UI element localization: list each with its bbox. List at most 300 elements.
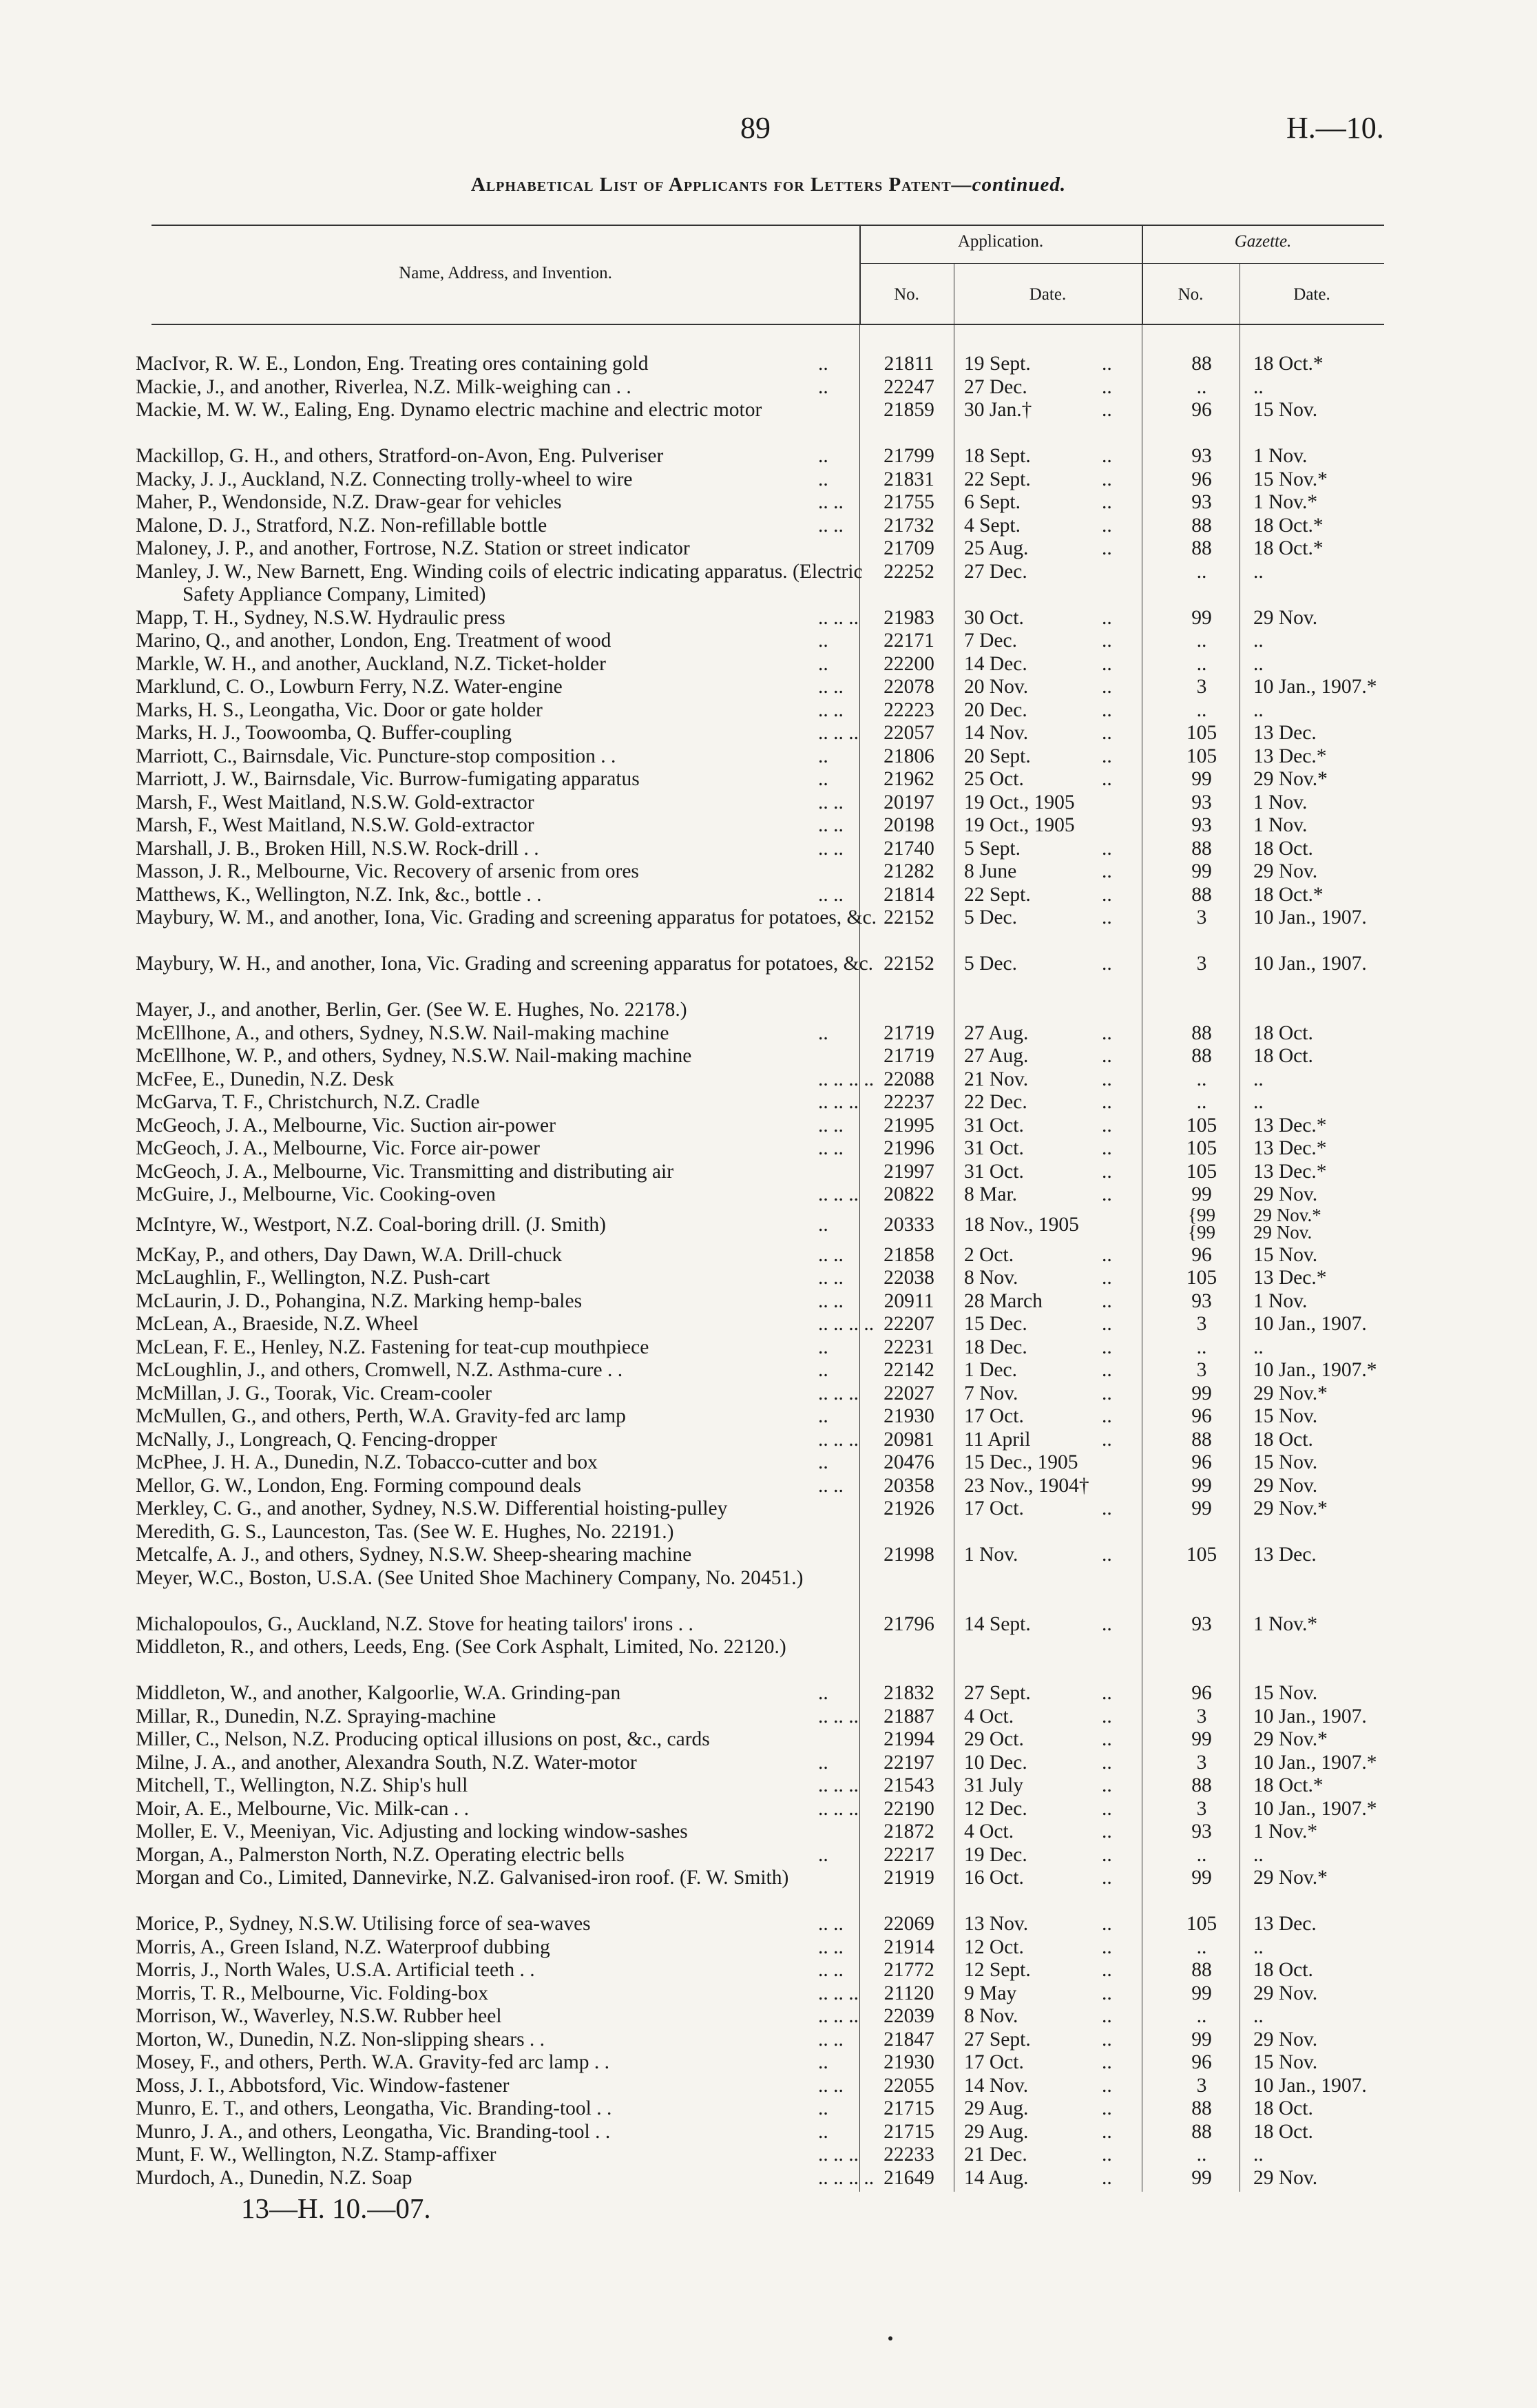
application-number: 21919 [883, 1867, 934, 1889]
gazette-number: 93 [1191, 1612, 1212, 1635]
gazette-number: 96 [1191, 468, 1212, 490]
table-row [0, 906, 1537, 953]
application-date: 8 Nov. [964, 2005, 1018, 2027]
gazette-date: 15 Nov. [1253, 2051, 1318, 2073]
leader-dots: .. [818, 353, 828, 375]
application-date: 31 Oct. [964, 1114, 1024, 1136]
leader-dots: .. .. .. [818, 1774, 859, 1796]
gazette-date: 18 Oct. [1253, 1428, 1313, 1451]
table-row [0, 768, 1537, 791]
applicant-name: McMillan, J. G., Toorak, Vic. Cream-cooler [136, 1382, 492, 1404]
gazette-date: 15 Nov. [1253, 399, 1318, 421]
application-number: 22055 [883, 2074, 934, 2097]
date-leader-dots: .. [1102, 1612, 1112, 1635]
application-date: 7 Nov. [964, 1382, 1018, 1404]
gazette-number: 88 [1191, 1428, 1212, 1451]
gazette-number: .. [1196, 2144, 1207, 2166]
table-row [0, 1204, 1537, 1244]
leader-dots: .. .. .. [818, 1705, 859, 1727]
applicant-name: Macky, J. J., Auckland, N.Z. Connecting trolly-wheel to wire [136, 468, 633, 490]
gazette-number: 105 [1186, 1114, 1217, 1136]
leader-dots: .. .. .. [818, 1382, 859, 1404]
gazette-number: .. [1196, 630, 1207, 652]
leader-dots: .. .. [818, 1935, 844, 1958]
gazette-number: 88 [1191, 2097, 1212, 2119]
applicant-name: McLoughlin, J., and others, Cromwell, N.Z. Asthma-cure . . [136, 1359, 623, 1381]
table-row [0, 745, 1537, 769]
gazette-number: 88 [1191, 883, 1212, 906]
table-row [0, 999, 1537, 1022]
applicant-name: Murdoch, A., Dunedin, N.Z. Soap [136, 2166, 412, 2189]
gazette-number: 96 [1191, 1243, 1212, 1266]
applicant-name: Malone, D. J., Stratford, N.Z. Non-refillable bottle [136, 514, 547, 537]
application-number: 21772 [883, 1959, 934, 1981]
application-date: 29 Aug. [964, 2120, 1029, 2143]
gazette-number: 88 [1191, 537, 1212, 559]
gazette-number: 96 [1191, 2051, 1212, 2073]
application-date: 22 Dec. [964, 1091, 1027, 1113]
date-leader-dots: .. [1102, 768, 1112, 790]
application-date: 8 Mar. [964, 1183, 1018, 1205]
leader-dots: .. .. [818, 676, 844, 698]
leader-dots: .. .. .. [818, 722, 859, 744]
date-leader-dots: .. [1102, 652, 1112, 675]
gazette-date: 10 Jan., 1907. [1253, 1313, 1367, 1335]
applicant-name: MacIvor, R. W. E., London, Eng. Treating ores containing gold [136, 353, 649, 375]
gazette-number: 105 [1186, 1137, 1217, 1159]
table-row [0, 1091, 1537, 1114]
gazette-number: 99 [1191, 1382, 1212, 1404]
table-row [0, 1022, 1537, 1046]
gazette-number: 88 [1191, 1774, 1212, 1796]
gazette-number: .. [1196, 2005, 1207, 2027]
table-row [0, 1497, 1537, 1521]
table-row [0, 1705, 1537, 1729]
application-date: 20 Nov. [964, 676, 1029, 698]
table-row [0, 607, 1537, 630]
gazette-number: 99 [1191, 1982, 1212, 2004]
gazette-date: 10 Jan., 1907.* [1253, 1359, 1377, 1381]
leader-dots: .. .. .. .. [818, 1313, 875, 1335]
gazette-date: .. [1253, 698, 1264, 721]
gazette-date: 10 Jan., 1907.* [1253, 1797, 1377, 1820]
application-number: 21983 [883, 606, 934, 629]
application-number: 21831 [883, 468, 934, 490]
gazette-date: 29 Nov. [1253, 1982, 1318, 2004]
applicant-name: Maybury, W. M., and another, Iona, Vic. Grading and screening apparatus for potatoes, &c. [136, 906, 877, 928]
application-date: 12 Sept. [964, 1959, 1031, 1981]
gazette-number: .. [1196, 1843, 1207, 1866]
gazette-date: .. [1253, 1935, 1264, 1958]
page-number: 89 [740, 111, 771, 145]
application-number: 22207 [883, 1313, 934, 1335]
application-date: 13 Nov. [964, 1913, 1029, 1935]
applicant-name: McGuire, J., Melbourne, Vic. Cooking-oven [136, 1183, 496, 1205]
header-gaz-date: Date. [1293, 285, 1330, 304]
application-number: 22171 [883, 630, 934, 652]
header-app-no: No. [894, 285, 919, 304]
table-row [0, 630, 1537, 653]
leader-dots: .. .. [818, 2028, 844, 2051]
leader-dots: .. .. [818, 791, 844, 813]
date-leader-dots: .. [1102, 1913, 1112, 1935]
table-row [0, 2167, 1537, 2190]
gazette-date: 29 Nov.* [1253, 1728, 1328, 1750]
gazette-date: .. [1253, 560, 1264, 583]
date-leader-dots: .. [1102, 1091, 1112, 1113]
table-row [0, 722, 1537, 745]
application-date: 17 Oct. [964, 2051, 1024, 2073]
applicant-name: Morice, P., Sydney, N.S.W. Utilising force of sea-waves [136, 1913, 591, 1935]
date-leader-dots: .. [1102, 722, 1112, 744]
table-row [0, 2051, 1537, 2075]
gazette-date: 10 Jan., 1907. [1253, 953, 1367, 975]
leader-dots: .. [818, 445, 828, 467]
applicant-name: Munt, F. W., Wellington, N.Z. Stamp-affixer [136, 2144, 496, 2166]
gazette-date: 15 Nov. [1253, 1451, 1318, 1473]
applicant-name: Miller, C., Nelson, N.Z. Producing optical illusions on post, &c., cards [136, 1728, 710, 1750]
application-date: 14 Dec. [964, 652, 1027, 675]
table-row [0, 2028, 1537, 2052]
application-date: 18 Sept. [964, 445, 1031, 467]
leader-dots: .. [818, 745, 828, 767]
date-leader-dots: .. [1102, 2166, 1112, 2189]
leader-dots: .. .. [818, 698, 844, 721]
gazette-date: .. [1253, 630, 1264, 652]
application-number: 22069 [883, 1913, 934, 1935]
header-bottom-rule [151, 324, 1384, 325]
application-number: 22190 [883, 1797, 934, 1820]
date-leader-dots: .. [1102, 1137, 1112, 1159]
gazette-date: 1 Nov. [1253, 791, 1308, 813]
application-date: 30 Jan.† [964, 399, 1032, 421]
leader-dots: .. .. .. [818, 1183, 859, 1205]
date-leader-dots: .. [1102, 883, 1112, 906]
date-leader-dots: .. [1102, 375, 1112, 398]
application-number: 21926 [883, 1497, 934, 1519]
header-name: Name, Address, and Invention. [399, 264, 612, 282]
table-row [0, 1267, 1537, 1290]
applicant-name: Maher, P., Wendonside, N.Z. Draw-gear for vehicles [136, 491, 562, 513]
applicant-name: Morgan, A., Palmerston North, N.Z. Operating electric bells [136, 1843, 625, 1866]
application-date: 22 Sept. [964, 883, 1031, 906]
gazette-date: .. [1253, 375, 1264, 398]
title-main: Alphabetical List of Applicants for Letters Patent [470, 174, 952, 196]
application-date: 10 Dec. [964, 1751, 1027, 1774]
gazette-number: 96 [1191, 1451, 1212, 1473]
gazette-number: 99 [1191, 2028, 1212, 2051]
applicant-name: Mapp, T. H., Sydney, N.S.W. Hydraulic press [136, 606, 505, 629]
application-date: 14 Sept. [964, 1612, 1031, 1635]
date-leader-dots: .. [1102, 1797, 1112, 1820]
leader-dots: .. .. .. [818, 606, 859, 629]
gazette-number: 3 [1196, 953, 1207, 975]
gazette-date: 13 Dec.* [1253, 1267, 1327, 1289]
application-number: 22038 [883, 1267, 934, 1289]
applicant-name: McPhee, J. H. A., Dunedin, N.Z. Tobacco-cutter and box [136, 1451, 598, 1473]
table-row [0, 791, 1537, 815]
application-date: 19 Dec. [964, 1843, 1027, 1866]
table-row [0, 1161, 1537, 1184]
gazette-number: .. [1196, 375, 1207, 398]
table-row [0, 884, 1537, 907]
table-row [0, 1475, 1537, 1498]
application-number: 22088 [883, 1068, 934, 1090]
leader-dots: .. .. .. [818, 1428, 859, 1451]
application-date: 11 April [964, 1428, 1031, 1451]
application-number: 21715 [883, 2097, 934, 2119]
table-row [0, 491, 1537, 515]
gazette-date: 29 Nov. [1253, 606, 1318, 629]
date-leader-dots: .. [1102, 1382, 1112, 1404]
table-row [0, 468, 1537, 492]
date-leader-dots: .. [1102, 860, 1112, 882]
applicant-name: Mackillop, G. H., and others, Stratford-on-Avon, Eng. Pulveriser [136, 445, 664, 467]
application-date: 18 Nov., 1905 [964, 1213, 1079, 1236]
application-date: 4 Sept. [964, 514, 1021, 537]
application-number: 21930 [883, 2051, 934, 2073]
leader-dots: .. [818, 1751, 828, 1774]
gazette-date: 13 Dec.* [1253, 745, 1327, 767]
applicants-table [0, 353, 1537, 2190]
application-number: 22197 [883, 1751, 934, 1774]
leader-dots: .. .. [818, 2074, 844, 2097]
date-leader-dots: .. [1102, 1428, 1112, 1451]
applicant-name: McGeoch, J. A., Melbourne, Vic. Transmitting and distributing air [136, 1160, 674, 1183]
applicant-name: McEllhone, A., and others, Sydney, N.S.W. Nail-making machine [136, 1021, 669, 1044]
application-number: 21996 [883, 1137, 934, 1159]
table-row [0, 2097, 1537, 2121]
leader-dots: .. .. .. [818, 1091, 859, 1113]
date-leader-dots: .. [1102, 1183, 1112, 1205]
table-row [0, 1867, 1537, 1913]
gazette-date: 13 Dec.* [1253, 1160, 1327, 1183]
application-date: 9 May [964, 1982, 1017, 2004]
application-number: 22039 [883, 2005, 934, 2027]
leader-dots: .. [818, 375, 828, 398]
table-row [0, 1137, 1537, 1161]
applicant-name: Morrison, W., Waverley, N.S.W. Rubber heel [136, 2005, 502, 2027]
gazette-date: 18 Oct.* [1253, 514, 1324, 537]
header-mid-rule [859, 263, 1384, 264]
gazette-date: 29 Nov. [1253, 2028, 1318, 2051]
gazette-number: 3 [1196, 2074, 1207, 2097]
date-leader-dots: .. [1102, 2074, 1112, 2097]
gazette-date: 1 Nov. [1253, 445, 1308, 467]
applicant-name: Milne, J. A., and another, Alexandra South, N.Z. Water-motor [136, 1751, 637, 1774]
leader-dots: .. [818, 468, 828, 490]
application-number: 21709 [883, 537, 934, 559]
gazette-date: 18 Oct. [1253, 2097, 1313, 2119]
leader-dots: .. [818, 1213, 828, 1236]
application-number: 21120 [883, 1982, 934, 2004]
application-number: 22078 [883, 676, 934, 698]
table-row [0, 515, 1537, 538]
applicant-name: Middleton, W., and another, Kalgoorlie, W.A. Grinding-pan [136, 1682, 621, 1704]
leader-dots: .. .. [818, 1114, 844, 1136]
gazette-number: {99 {99 [1188, 1204, 1215, 1243]
application-date: 25 Aug. [964, 537, 1029, 559]
table-row [0, 1959, 1537, 1982]
application-number: 22237 [883, 1091, 934, 1113]
application-number: 20198 [883, 814, 934, 836]
leader-dots: .. [818, 2051, 828, 2073]
application-number: 22200 [883, 652, 934, 675]
gazette-number: 88 [1191, 2120, 1212, 2143]
leader-dots: .. .. [818, 1243, 844, 1266]
date-leader-dots: .. [1102, 606, 1112, 629]
date-leader-dots: .. [1102, 1544, 1112, 1566]
gazette-number: .. [1196, 1068, 1207, 1090]
leader-dots: .. [818, 1405, 828, 1427]
table-row [0, 561, 1537, 607]
table-row [0, 1982, 1537, 2006]
gazette-date: .. [1253, 1336, 1264, 1358]
gazette-number: .. [1196, 1935, 1207, 1958]
date-leader-dots: .. [1102, 1935, 1112, 1958]
gazette-date: 29 Nov. [1253, 860, 1318, 882]
table-row [0, 1405, 1537, 1429]
application-number: 20333 [883, 1213, 934, 1236]
date-leader-dots: .. [1102, 745, 1112, 767]
gazette-date: 10 Jan., 1907. [1253, 2074, 1367, 2097]
table-row [0, 860, 1537, 884]
table-row [0, 1798, 1537, 1821]
applicant-name: Maybury, W. H., and another, Iona, Vic. Grading and screening apparatus for potatoes, &c. [136, 953, 874, 975]
applicant-name: Mackie, J., and another, Riverlea, N.Z. Milk-weighing can . . [136, 375, 631, 398]
applicant-name: Marshall, J. B., Broken Hill, N.S.W. Rock-drill . . [136, 837, 539, 860]
table-row [0, 1613, 1537, 1637]
gazette-date: 18 Oct. [1253, 1021, 1313, 1044]
gazette-date: 18 Oct.* [1253, 353, 1324, 375]
applicant-name: McMullen, G., and others, Perth, W.A. Gravity-fed arc lamp [136, 1405, 626, 1427]
applicant-name: McGeoch, J. A., Melbourne, Vic. Suction air-power [136, 1114, 556, 1136]
header-app-date: Date. [1029, 285, 1067, 304]
table-row [0, 2005, 1537, 2028]
application-number: 22027 [883, 1382, 934, 1404]
applicant-name: McGeoch, J. A., Melbourne, Vic. Force air-power [136, 1137, 540, 1159]
applicant-name: McFee, E., Dunedin, N.Z. Desk [136, 1068, 395, 1090]
date-leader-dots: .. [1102, 906, 1112, 928]
date-leader-dots: .. [1102, 837, 1112, 860]
application-date: 1 Dec. [964, 1359, 1017, 1381]
gazette-number: 99 [1191, 606, 1212, 629]
application-number: 20822 [883, 1183, 934, 1205]
leader-dots: .. [818, 1021, 828, 1044]
gazette-date: 1 Nov.* [1253, 1612, 1318, 1635]
gazette-number: 93 [1191, 791, 1212, 813]
gazette-date: 10 Jan., 1907. [1253, 906, 1367, 928]
gazette-date: 10 Jan., 1907.* [1253, 1751, 1377, 1774]
gazette-number: 96 [1191, 399, 1212, 421]
application-date: 19 Oct., 1905 [964, 814, 1075, 836]
leader-dots: .. .. [818, 1137, 844, 1159]
gazette-date: 29 Nov.* [1253, 1382, 1328, 1404]
header-gaz-no: No. [1178, 285, 1204, 304]
application-number: 20358 [883, 1474, 934, 1497]
table-row [0, 1382, 1537, 1406]
table-row [0, 376, 1537, 399]
application-number: 22223 [883, 698, 934, 721]
applicant-name: Michalopoulos, G., Auckland, N.Z. Stove for heating tailors' irons . . [136, 1612, 693, 1635]
date-leader-dots: .. [1102, 1160, 1112, 1183]
date-leader-dots: .. [1102, 537, 1112, 559]
date-leader-dots: .. [1102, 2144, 1112, 2166]
table-row [0, 1429, 1537, 1452]
application-number: 21543 [883, 1774, 934, 1796]
date-leader-dots: .. [1102, 1359, 1112, 1381]
applicant-name: Marriott, C., Bairnsdale, Vic. Puncture-stop composition . . [136, 745, 616, 767]
applicant-name: Mackie, M. W. W., Ealing, Eng. Dynamo electric machine and electric motor [136, 399, 762, 421]
table-row [0, 1682, 1537, 1705]
gazette-date: 18 Oct.* [1253, 1774, 1324, 1796]
application-number: 20476 [883, 1451, 934, 1473]
application-number: 22233 [883, 2144, 934, 2166]
applicant-name: McNally, J., Longreach, Q. Fencing-dropper [136, 1428, 497, 1451]
gazette-date: 29 Nov.* [1253, 1867, 1328, 1889]
applicant-name: Mosey, F., and others, Perth. W.A. Gravity-fed arc lamp . . [136, 2051, 610, 2073]
leader-dots: .. [818, 1682, 828, 1704]
applicant-name: Marks, H. J., Toowoomba, Q. Buffer-coupling [136, 722, 512, 744]
applicant-name: Merkley, C. G., and another, Sydney, N.S.W. Differential hoisting-pulley [136, 1497, 728, 1519]
leader-dots: .. .. .. .. [818, 2166, 875, 2189]
application-date: 21 Nov. [964, 1068, 1029, 1090]
date-leader-dots: .. [1102, 1820, 1112, 1843]
applicant-name: Marriott, J. W., Bairnsdale, Vic. Burrow-fumigating apparatus [136, 768, 640, 790]
application-number: 22231 [883, 1336, 934, 1358]
gazette-number: 88 [1191, 837, 1212, 860]
applicant-name: Meredith, G. S., Launceston, Tas. (See W. E. Hughes, No. 22191.) [136, 1520, 674, 1543]
gazette-number: 105 [1186, 1160, 1217, 1183]
application-number: 21649 [883, 2166, 934, 2189]
leader-dots: .. .. [818, 1913, 844, 1935]
application-date: 27 Sept. [964, 2028, 1031, 2051]
application-date: 7 Dec. [964, 630, 1017, 652]
footer-reference: 13—H. 10.—07. [241, 2192, 431, 2224]
application-number: 21740 [883, 837, 934, 860]
applicant-name: McEllhone, W. P., and others, Sydney, N.S.W. Nail-making machine [136, 1045, 692, 1067]
applicant-name: McKay, P., and others, Day Dawn, W.A. Drill-chuck [136, 1243, 563, 1266]
table-row [0, 2121, 1537, 2144]
leader-dots: .. .. [818, 837, 844, 860]
gazette-number: 88 [1191, 514, 1212, 537]
application-number: 21796 [883, 1612, 934, 1635]
applicant-name: Mayer, J., and another, Berlin, Ger. (See W. E. Hughes, No. 22178.) [136, 999, 687, 1021]
date-leader-dots: .. [1102, 1336, 1112, 1358]
table-row [0, 1521, 1537, 1544]
leader-dots: .. .. [818, 1959, 844, 1981]
table-row [0, 1290, 1537, 1314]
gazette-number: 96 [1191, 1405, 1212, 1427]
gazette-number: 93 [1191, 1289, 1212, 1312]
gazette-date: 18 Oct. [1253, 1959, 1313, 1981]
applicant-name: Munro, E. T., and others, Leongatha, Vic. Branding-tool . . [136, 2097, 612, 2119]
leader-dots: .. [818, 2120, 828, 2143]
application-number: 21930 [883, 1405, 934, 1427]
application-date: 15 Dec. [964, 1313, 1027, 1335]
application-number: 21715 [883, 2120, 934, 2143]
date-leader-dots: .. [1102, 1289, 1112, 1312]
application-date: 31 Oct. [964, 1160, 1024, 1183]
application-date: 8 June [964, 860, 1017, 882]
date-leader-dots: .. [1102, 2051, 1112, 2073]
leader-dots: .. .. [818, 883, 844, 906]
gazette-number: 3 [1196, 1797, 1207, 1820]
table-row [0, 1567, 1537, 1613]
date-leader-dots: .. [1102, 1267, 1112, 1289]
applicant-name: Morgan and Co., Limited, Dannevirke, N.Z. Galvanised-iron roof. (F. W. Smith) [136, 1867, 789, 1889]
date-leader-dots: .. [1102, 698, 1112, 721]
